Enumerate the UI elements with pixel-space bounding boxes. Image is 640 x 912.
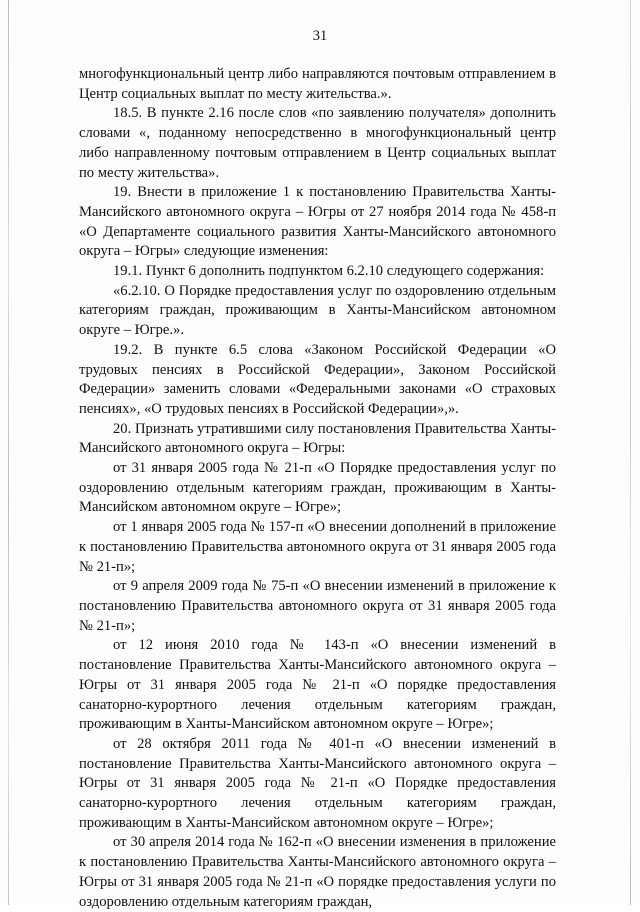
- page-number: 31: [312, 28, 328, 44]
- paragraph-18-5: 18.5. В пункте 2.16 после слов «по заявлению получателя» дополнить словами «, поданному непосредственно в многофункциональный центр либо направленному почтовым отправлением в Центр социальных выплат по месту жительства».: [79, 105, 556, 181]
- repealed-item-2010-143p: от 12 июня 2010 года № 143-п «О внесении изменений в постановление Правительства Ханты-Мансийского автономного округа – Югры от 31 января 2005 года № 21-п «О порядке предоставления санаторно-курортного лечения отдельным категориям граждан, проживающим в Ханты-Мансийском автономном округе – Югре»;: [79, 637, 556, 733]
- paragraph-continuation: многофункциональный центр либо направляются почтовым отправлением в Центр социальных выплат по месту жительства.».: [79, 66, 556, 102]
- paragraph-19-2: 19.2. В пункте 6.5 слова «Законом Российской Федерации «О трудовых пенсиях в Российской Федерации», Законом Российской Федерации» заменить словами «Федеральными законами «О страховых пенсиях», «О трудовых пенсиях в Российской Федерации»,».: [79, 341, 556, 417]
- repealed-item-2011-401p: от 28 октября 2011 года № 401-п «О внесении изменений в постановление Правительства Ханты-Мансийского автономного округа – Югры от 31 января 2005 года № 21-п «О Порядке предоставления санаторно-курортного лечения отдельным категориям граждан, проживающим в Ханты-Мансийском автономном округе – Югре»;: [79, 735, 556, 831]
- paragraph-6-2-10: «6.2.10. О Порядке предоставления услуг по оздоровлению отдельным категориям граждан, проживающим в Ханты-Мансийском автономном округе – Югре.».: [79, 282, 556, 339]
- repealed-item-2009-75p: от 9 апреля 2009 года № 75-п «О внесении изменений в приложение к постановлению Правительства автономного округа от 31 января 2005 года № 21-п»;: [79, 578, 556, 634]
- paragraph-20: 20. Признать утратившими силу постановления Правительства Ханты-Мансийского автономного округа – Югры:: [79, 420, 556, 457]
- repealed-item-2014-162p: от 30 апреля 2014 года № 162-п «О внесении изменения в приложение к постановлению Правительства Ханты-Мансийского автономного округа – Югры от 31 января 2005 года № 21-п «О порядке предоставления услуги по оздоровлению отдельным категориям граждан,: [79, 834, 556, 910]
- paragraph-19-1: 19.1. Пункт 6 дополнить подпунктом 6.2.10 следующего содержания:: [113, 263, 545, 280]
- paragraph-19: 19. Внести в приложение 1 к постановлению Правительства Ханты-Мансийского автономного округа – Югры от 27 ноября 2014 года № 458-п «О Департаменте социального развития Ханты-Мансийского автономного округа – Югры» следующие изменения:: [79, 184, 556, 260]
- repealed-item-2005-21p: от 31 января 2005 года № 21-п «О Порядке предоставления услуг по оздоровлению отдельным категориям граждан, проживающим в Ханты-Мансийском автономном округе – Югре»;: [79, 460, 556, 516]
- document-body: [79, 65, 556, 912]
- scan-edge-right: [630, 0, 631, 905]
- repealed-item-2005-157p: от 1 января 2005 года № 157-п «О внесении дополнений в приложение к постановлению Правительства автономного округа от 31 января 2005 года № 21-п»;: [79, 519, 556, 575]
- scan-edge-left: [8, 0, 9, 905]
